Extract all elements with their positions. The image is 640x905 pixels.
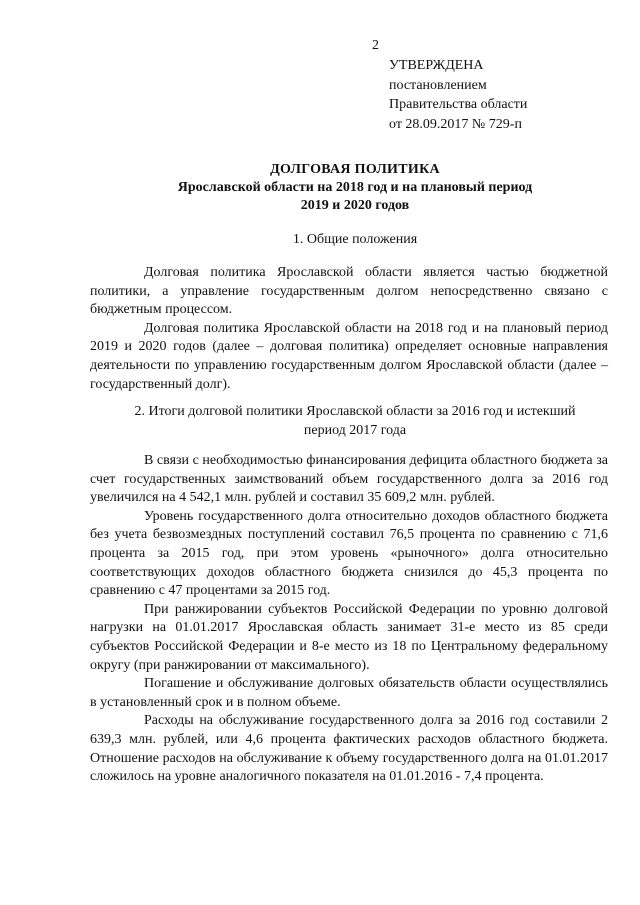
paragraph: Уровень государственного долга относительно доходов областного бюджета без учета безвозмездных поступлений составил 76,5 процента по сравнению с 71,6 процента за 2015 год, при этом уровень «рыночного» долга относительно соответствующих доходов областного бюджета снизился до 45,3 процента по сравнению с 47 процентами за 2015 год. xyxy=(90,508,608,599)
title-line-1: ДОЛГОВАЯ ПОЛИТИКА xyxy=(270,162,440,177)
section-2-body xyxy=(90,452,608,787)
paragraph: Расходы на обслуживание государственного долга за 2016 год составили 2 639,3 млн. рублей, или 4,6 процента фактических расходов областного бюджета. Отношение расходов на обслуживание к объему государственного долга на 01.01.2017 сложилось на уровне аналогичного показателя на 01.01.2016 - 7,4 процента. xyxy=(90,713,608,785)
section-1-heading: 1. Общие положения xyxy=(292,232,418,247)
approval-line-resolution: постановлением xyxy=(389,77,487,93)
paragraph: При ранжировании субъектов Российской Федерации по уровню долговой нагрузки на 01.01.2017 Ярославская область занимает 31-е место из 85 среди субъектов Российской Федерации и 8-е место из 18 по Центральному федеральному округу (при ранжировании от максимального). xyxy=(90,601,608,673)
section-1-body xyxy=(90,264,608,394)
approval-line-date-number: от 28.09.2017 № 729-п xyxy=(389,116,522,132)
document-title xyxy=(90,161,620,215)
approval-line-government: Правительства области xyxy=(389,97,528,112)
section-2-heading xyxy=(90,402,620,440)
paragraph: В связи с необходимостью финансирования дефицита областного бюджета за счет государственных заимствований объем государственного долга за 2016 год увеличился на 4 542,1 млн. рублей и составил 35 609,2 млн. рублей. xyxy=(90,453,608,506)
page-number: 2 xyxy=(372,38,379,53)
title-line-2: Ярославской области на 2018 год и на плановый период xyxy=(177,180,533,195)
approval-line-approved: УТВЕРЖДЕНА xyxy=(389,58,484,73)
section-2-heading-line-1: 2. Итоги долговой политики Ярославской области за 2016 год и истекший xyxy=(134,404,576,419)
paragraph: Погашение и обслуживание долговых обязательств области осуществлялись в установленный срок и в полном объеме. xyxy=(90,676,608,710)
section-2-heading-line-2: период 2017 года xyxy=(303,423,407,438)
paragraph: Долговая политика Ярославской области является частью бюджетной политики, а управление государственным долгом непосредственно связано с бюджетным процессом. xyxy=(90,265,608,318)
title-line-3: 2019 и 2020 годов xyxy=(300,198,410,213)
approval-stamp xyxy=(389,56,527,134)
paragraph: Долговая политика Ярославской области на 2018 год и на плановый период 2019 и 2020 годов (далее – долговая политика) определяет основные направления деятельности по управлению государственным долгом Ярославской области (далее – государственный долг). xyxy=(90,320,608,392)
